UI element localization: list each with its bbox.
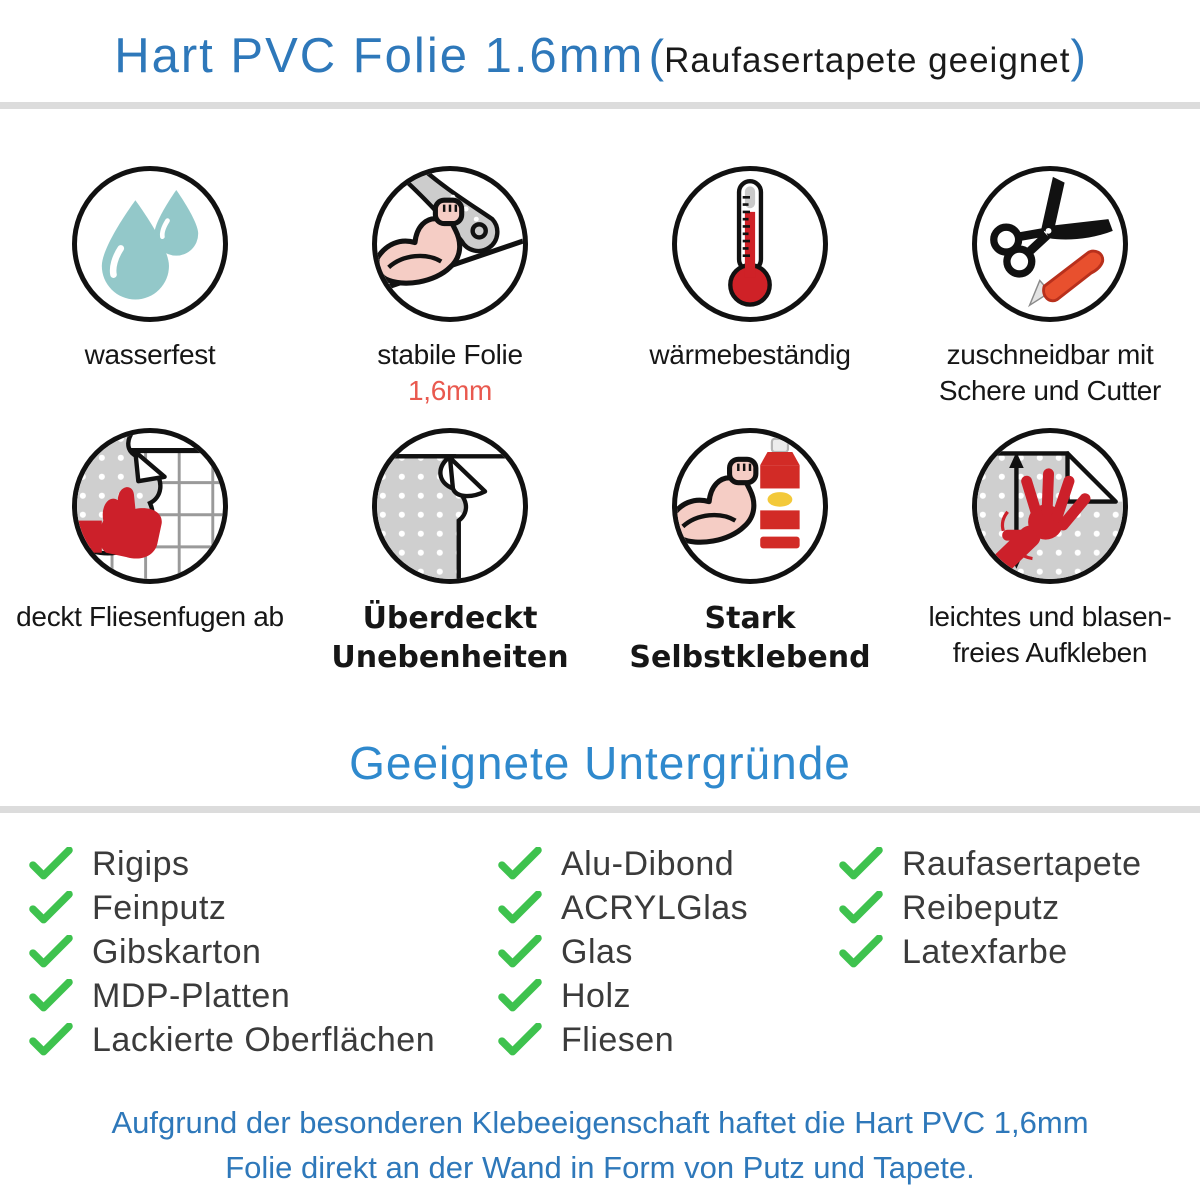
page-title <box>0 28 1200 84</box>
substrate-item <box>497 890 748 926</box>
substrate-item <box>28 846 435 882</box>
caption-line: leichtes und blasen- <box>928 601 1172 632</box>
checkmark-icon <box>28 1023 74 1057</box>
substrate-item <box>28 890 435 926</box>
substrate-item <box>28 978 435 1014</box>
substrate-column-2 <box>497 846 748 1066</box>
substrate-label: Reibeputz <box>902 888 1060 927</box>
caption-line-red: 1,6mm <box>407 375 493 406</box>
feature-caption <box>16 599 284 635</box>
feature-caption <box>377 337 523 409</box>
feature-wasserfest <box>0 166 300 409</box>
feature-caption <box>85 337 216 373</box>
caption-line: Unebenheiten <box>331 640 569 675</box>
substrate-column-1 <box>28 846 435 1066</box>
feature-caption <box>928 599 1171 671</box>
checkmark-icon <box>497 979 543 1013</box>
substrate-column-3 <box>838 846 1142 978</box>
checkmark-icon <box>497 935 543 969</box>
feature-caption <box>649 337 850 373</box>
feature-aufkleben <box>900 428 1200 677</box>
caption-line: stabile Folie <box>377 339 523 370</box>
feature-row-2 <box>0 428 1200 677</box>
feature-selbstklebend <box>600 428 900 677</box>
substrate-item <box>28 1022 435 1058</box>
caption-line: Schere und Cutter <box>938 375 1162 406</box>
footer-note <box>0 1100 1200 1190</box>
section-heading: Geeignete Untergründe <box>349 737 851 789</box>
title-note: Raufasertapete geeignet <box>664 41 1071 80</box>
feature-caption <box>939 337 1161 409</box>
caption-line: wasserfest <box>84 339 216 370</box>
checkmark-icon <box>28 979 74 1013</box>
feature-caption <box>331 599 568 677</box>
substrate-label: MDP-Platten <box>92 976 291 1015</box>
checkmark-icon <box>28 891 74 925</box>
checkmark-icon <box>838 891 884 925</box>
substrate-label: Gibskarton <box>92 932 262 971</box>
divider-bar <box>0 806 1200 813</box>
substrate-item <box>497 1022 748 1058</box>
feature-stabile-folie <box>300 166 600 409</box>
title-paren-close: ) <box>1070 30 1086 82</box>
checkmark-icon <box>838 935 884 969</box>
checkmark-icon <box>28 847 74 881</box>
substrate-item <box>497 978 748 1014</box>
checkmark-icon <box>28 935 74 969</box>
caption-line: freies Aufkleben <box>952 637 1148 668</box>
substrate-label: Raufasertapete <box>902 844 1142 883</box>
caption-line: wärmebeständig <box>649 339 851 370</box>
checkmark-icon <box>497 891 543 925</box>
feature-caption <box>629 599 870 677</box>
scissors-cutter-icon <box>972 166 1128 322</box>
caption-line: zuschneidbar mit <box>946 339 1154 370</box>
feature-fliesenfugen <box>0 428 300 677</box>
substrate-item <box>838 934 1142 970</box>
caption-line: Selbstklebend <box>629 640 871 675</box>
title-paren-open: ( <box>648 30 665 82</box>
feature-zuschneidbar <box>900 166 1200 409</box>
caption-line: Überdeckt <box>362 601 538 636</box>
caption-line: deckt Fliesenfugen ab <box>16 601 284 632</box>
substrate-item <box>838 846 1142 882</box>
dotted-foil-icon <box>372 428 528 584</box>
substrate-label: Feinputz <box>92 888 227 927</box>
substrate-label: Rigips <box>92 844 190 883</box>
substrate-label: Lackierte Oberflächen <box>92 1020 436 1059</box>
substrate-label: Alu-Dibond <box>561 844 735 883</box>
feature-waermebestaendig <box>600 166 900 409</box>
footer-line: Folie direkt an der Wand in Form von Putz und Tapete. <box>225 1150 975 1185</box>
hand-smoothing-icon <box>972 428 1128 584</box>
feature-row-1 <box>0 166 1200 409</box>
feature-unebenheiten <box>300 428 600 677</box>
muscle-arm-foil-icon <box>372 166 528 322</box>
caption-line: Stark <box>704 601 796 636</box>
checkmark-icon <box>497 847 543 881</box>
substrate-item <box>838 890 1142 926</box>
divider-bar <box>0 102 1200 109</box>
substrate-label: Holz <box>561 976 632 1015</box>
title-main: Hart PVC Folie 1.6mm <box>114 29 645 83</box>
thumbs-up-tiles-icon <box>72 428 228 584</box>
substrate-label: Latexfarbe <box>902 932 1068 971</box>
footer-line: Aufgrund der besonderen Klebeeigenschaft haftet die Hart PVC 1,6mm <box>111 1105 1089 1140</box>
substrate-item <box>497 934 748 970</box>
checkmark-icon <box>497 1023 543 1057</box>
substrate-label: Fliesen <box>561 1020 675 1059</box>
substrate-label: ACRYLGlas <box>561 888 749 927</box>
water-drops-icon <box>72 166 228 322</box>
substrate-label: Glas <box>561 932 633 971</box>
substrate-item <box>28 934 435 970</box>
substrate-item <box>497 846 748 882</box>
checkmark-icon <box>838 847 884 881</box>
muscle-arm-glue-icon <box>672 428 828 584</box>
thermometer-icon <box>672 166 828 322</box>
